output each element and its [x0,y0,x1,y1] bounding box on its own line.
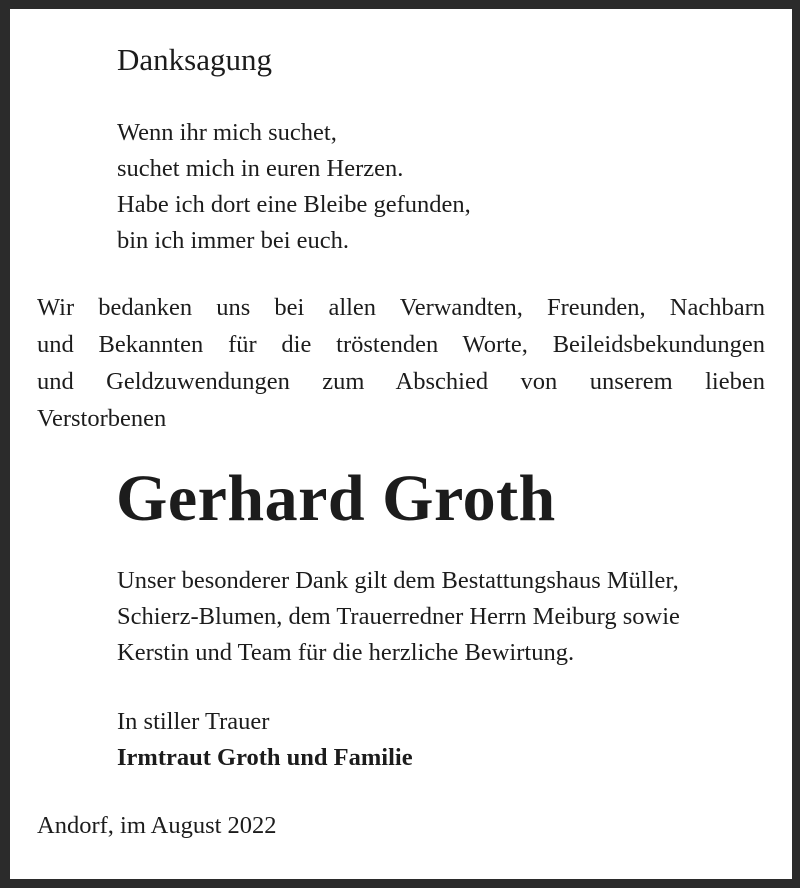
poem-line: Habe ich dort eine Bleibe gefunden, [117,191,471,218]
special-thanks-line: Schierz-Blumen, dem Trauerredner Herrn Meiburg sowie [117,603,680,630]
poem [117,115,471,259]
poem-line: suchet mich in euren Herzen. [117,155,404,182]
special-thanks-line: Kerstin und Team für die herzliche Bewirtung. [117,639,575,666]
thanks-line: Verstorbenen [37,405,167,432]
poem-line: bin ich immer bei euch. [117,227,349,254]
thanks-line: und Geldzuwendungen zum Abschied von unserem lieben [37,368,765,395]
mourning-intro: In stiller Trauer [117,708,270,735]
mourning-block [117,704,413,776]
thanks-line: und Bekannten für die tröstenden Worte, Beileidsbekundungen [37,331,765,358]
deceased-name: Gerhard Groth [116,462,556,535]
special-thanks-line: Unser besonderer Dank gilt dem Bestattungshaus Müller, [117,567,679,594]
thanks-line: Wir bedanken uns bei allen Verwandten, Freunden, Nachbarn [37,294,765,321]
notice-heading: Danksagung [117,42,272,77]
special-thanks-paragraph [117,563,680,671]
thanks-paragraph [37,289,765,437]
poem-line: Wenn ihr mich suchet, [117,119,337,146]
mourners-name: Irmtraut Groth und Familie [117,744,413,771]
place-date: Andorf, im August 2022 [37,812,277,839]
